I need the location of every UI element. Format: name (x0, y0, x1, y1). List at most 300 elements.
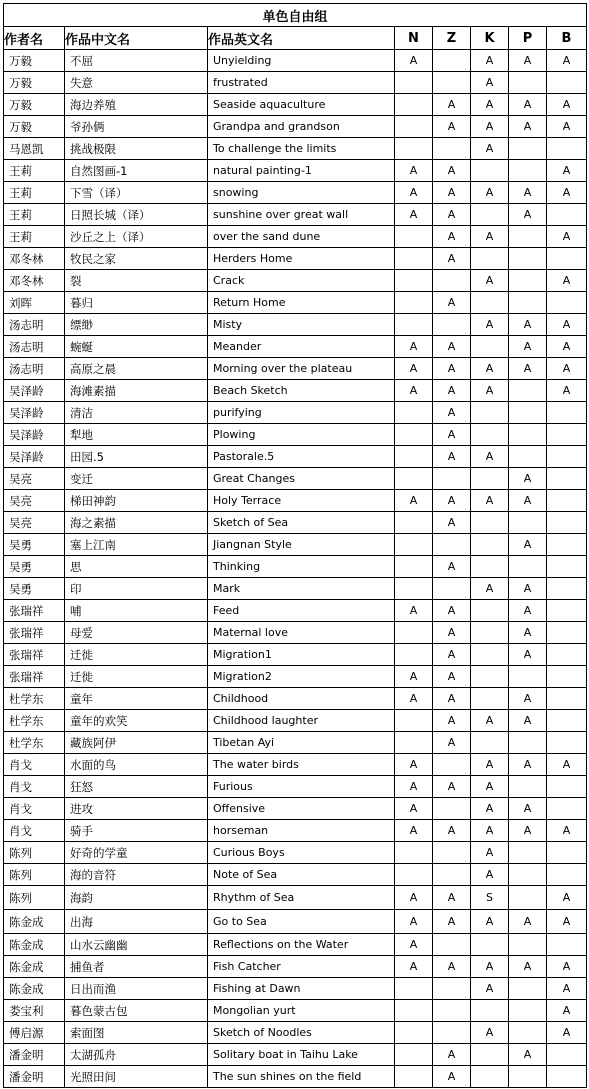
cell-n (395, 138, 433, 160)
cell-z: A (433, 512, 471, 534)
cell-author: 杜学东 (4, 710, 65, 732)
cell-n (395, 248, 433, 270)
cell-title-cn: 犁地 (65, 424, 208, 446)
cell-z (433, 578, 471, 600)
cell-k (471, 534, 509, 556)
cell-title-en: Migration2 (208, 666, 395, 688)
cell-b (547, 688, 587, 710)
cell-k: A (471, 978, 509, 1000)
cell-author: 汤志明 (4, 358, 65, 380)
table-row (4, 116, 587, 138)
table-row (4, 600, 587, 622)
cell-z: A (433, 446, 471, 468)
cell-author: 娄宝利 (4, 1000, 65, 1022)
cell-b: A (547, 1022, 587, 1044)
table-row (4, 292, 587, 314)
cell-k: A (471, 314, 509, 336)
cell-z: A (433, 556, 471, 578)
cell-n: A (395, 358, 433, 380)
cell-z: A (433, 204, 471, 226)
cell-title-cn: 母爱 (65, 622, 208, 644)
cell-title-cn: 蜿蜒 (65, 336, 208, 358)
cell-n (395, 72, 433, 94)
cell-b: A (547, 754, 587, 776)
table-row (4, 72, 587, 94)
cell-title-en: Curious Boys (208, 842, 395, 864)
cell-n: A (395, 490, 433, 512)
cell-n (395, 534, 433, 556)
cell-title-en: Meander (208, 336, 395, 358)
cell-n (395, 556, 433, 578)
cell-author: 吴泽龄 (4, 402, 65, 424)
cell-p (509, 1066, 547, 1088)
cell-b (547, 798, 587, 820)
cell-author: 肖戈 (4, 798, 65, 820)
table-row (4, 666, 587, 688)
cell-title-cn: 清洁 (65, 402, 208, 424)
cell-author: 杜学东 (4, 732, 65, 754)
cell-p: A (509, 600, 547, 622)
cell-k: A (471, 1022, 509, 1044)
cell-n (395, 468, 433, 490)
cell-k (471, 1000, 509, 1022)
header-title-cn: 作品中文名 (65, 27, 208, 50)
cell-title-en: Crack (208, 270, 395, 292)
cell-b (547, 842, 587, 864)
cell-title-en: Mongolian yurt (208, 1000, 395, 1022)
cell-title-en: Solitary boat in Taihu Lake (208, 1044, 395, 1066)
table-row (4, 1044, 587, 1066)
cell-k: A (471, 380, 509, 402)
cell-title-cn: 失意 (65, 72, 208, 94)
table-row (4, 358, 587, 380)
table-row (4, 380, 587, 402)
cell-title-en: natural painting-1 (208, 160, 395, 182)
cell-title-cn: 童年的欢笑 (65, 710, 208, 732)
table-row (4, 934, 587, 956)
cell-author: 王莉 (4, 226, 65, 248)
cell-b: A (547, 380, 587, 402)
cell-p (509, 402, 547, 424)
cell-z: A (433, 424, 471, 446)
cell-k (471, 1044, 509, 1066)
cell-n: A (395, 600, 433, 622)
cell-title-cn: 日照长城（译） (65, 204, 208, 226)
cell-author: 邓冬林 (4, 248, 65, 270)
cell-k: A (471, 910, 509, 934)
header-b: B (547, 27, 587, 50)
cell-title-en: Seaside aquaculture (208, 94, 395, 116)
cell-author: 万毅 (4, 116, 65, 138)
cell-title-cn: 印 (65, 578, 208, 600)
cell-n: A (395, 820, 433, 842)
cell-p (509, 864, 547, 886)
cell-p (509, 380, 547, 402)
cell-n (395, 622, 433, 644)
cell-z (433, 842, 471, 864)
cell-title-cn: 高原之晨 (65, 358, 208, 380)
cell-title-en: frustrated (208, 72, 395, 94)
cell-k (471, 160, 509, 182)
cell-k (471, 512, 509, 534)
table-row (4, 1066, 587, 1088)
cell-p (509, 666, 547, 688)
table-row (4, 226, 587, 248)
cell-author: 万毅 (4, 94, 65, 116)
cell-title-cn: 牧民之家 (65, 248, 208, 270)
cell-author: 潘金明 (4, 1044, 65, 1066)
cell-b: A (547, 94, 587, 116)
cell-b (547, 644, 587, 666)
cell-author: 吴勇 (4, 556, 65, 578)
header-p: P (509, 27, 547, 50)
cell-p: A (509, 490, 547, 512)
cell-n (395, 314, 433, 336)
table-row (4, 776, 587, 798)
cell-title-cn: 进攻 (65, 798, 208, 820)
cell-k (471, 934, 509, 956)
cell-k: A (471, 578, 509, 600)
cell-title-en: Childhood laughter (208, 710, 395, 732)
cell-author: 王莉 (4, 182, 65, 204)
cell-k: A (471, 956, 509, 978)
cell-p: A (509, 182, 547, 204)
cell-z: A (433, 402, 471, 424)
cell-title-en: Rhythm of Sea (208, 886, 395, 910)
cell-p: A (509, 50, 547, 72)
cell-title-cn: 出海 (65, 910, 208, 934)
cell-author: 肖戈 (4, 754, 65, 776)
cell-author: 张瑞祥 (4, 600, 65, 622)
cell-n: A (395, 666, 433, 688)
cell-title-cn: 不屈 (65, 50, 208, 72)
cell-n (395, 1044, 433, 1066)
cell-p: A (509, 688, 547, 710)
cell-title-cn: 捕鱼者 (65, 956, 208, 978)
table-row (4, 556, 587, 578)
cell-author: 邓冬林 (4, 270, 65, 292)
cell-k: A (471, 116, 509, 138)
cell-title-en: The water birds (208, 754, 395, 776)
cell-n: A (395, 688, 433, 710)
cell-p (509, 424, 547, 446)
table-row (4, 160, 587, 182)
cell-p: A (509, 116, 547, 138)
table-row (4, 512, 587, 534)
cell-title-en: The sun shines on the field (208, 1066, 395, 1088)
cell-z: A (433, 732, 471, 754)
cell-title-cn: 变迁 (65, 468, 208, 490)
cell-title-en: Feed (208, 600, 395, 622)
cell-z (433, 72, 471, 94)
cell-n (395, 270, 433, 292)
cell-n: A (395, 380, 433, 402)
cell-author: 吴亮 (4, 468, 65, 490)
cell-b: A (547, 978, 587, 1000)
cell-p (509, 512, 547, 534)
cell-title-cn: 海韵 (65, 886, 208, 910)
table-row (4, 978, 587, 1000)
cell-k: A (471, 50, 509, 72)
table-row (4, 336, 587, 358)
cell-title-en: Tibetan Ayi (208, 732, 395, 754)
cell-title-en: Misty (208, 314, 395, 336)
cell-k (471, 424, 509, 446)
cell-title-en: Note of Sea (208, 864, 395, 886)
cell-title-en: Holy Terrace (208, 490, 395, 512)
cell-z: A (433, 666, 471, 688)
cell-p (509, 248, 547, 270)
cell-title-cn: 海的音符 (65, 864, 208, 886)
cell-b (547, 138, 587, 160)
cell-title-cn: 下雪（译） (65, 182, 208, 204)
table-row (4, 578, 587, 600)
cell-n (395, 644, 433, 666)
cell-title-en: Fish Catcher (208, 956, 395, 978)
cell-z: A (433, 336, 471, 358)
cell-k: S (471, 886, 509, 910)
cell-title-cn: 海滩素描 (65, 380, 208, 402)
cell-author: 杜学东 (4, 688, 65, 710)
cell-n (395, 424, 433, 446)
table-row (4, 1000, 587, 1022)
cell-z: A (433, 910, 471, 934)
cell-z: A (433, 710, 471, 732)
cell-z: A (433, 94, 471, 116)
table-body (4, 50, 587, 1088)
cell-z: A (433, 358, 471, 380)
cell-author: 陈金成 (4, 978, 65, 1000)
cell-title-en: Reflections on the Water (208, 934, 395, 956)
table-row (4, 910, 587, 934)
cell-p: A (509, 94, 547, 116)
cell-k: A (471, 776, 509, 798)
table-row (4, 182, 587, 204)
cell-b (547, 622, 587, 644)
cell-author: 汤志明 (4, 336, 65, 358)
cell-p (509, 842, 547, 864)
cell-title-en: Beach Sketch (208, 380, 395, 402)
cell-k: A (471, 446, 509, 468)
cell-z (433, 314, 471, 336)
cell-title-cn: 挑战极限 (65, 138, 208, 160)
cell-b: A (547, 314, 587, 336)
cell-b (547, 204, 587, 226)
table-row (4, 886, 587, 910)
cell-k (471, 468, 509, 490)
cell-z: A (433, 490, 471, 512)
cell-n: A (395, 182, 433, 204)
cell-title-en: Great Changes (208, 468, 395, 490)
cell-b (547, 72, 587, 94)
header-title-en: 作品英文名 (208, 27, 395, 50)
cell-z: A (433, 644, 471, 666)
cell-n (395, 446, 433, 468)
table-row (4, 270, 587, 292)
cell-n (395, 710, 433, 732)
cell-title-en: Jiangnan Style (208, 534, 395, 556)
cell-title-en: Thinking (208, 556, 395, 578)
table-row (4, 534, 587, 556)
cell-author: 刘晖 (4, 292, 65, 314)
cell-n (395, 226, 433, 248)
cell-n (395, 512, 433, 534)
table-row (4, 204, 587, 226)
cell-p (509, 138, 547, 160)
table-row (4, 248, 587, 270)
cell-title-en: Pastorale.5 (208, 446, 395, 468)
cell-title-cn: 迁徙 (65, 644, 208, 666)
cell-title-en: Maternal love (208, 622, 395, 644)
cell-n: A (395, 336, 433, 358)
cell-title-en: Unyielding (208, 50, 395, 72)
cell-n (395, 978, 433, 1000)
table-row (4, 314, 587, 336)
cell-title-en: purifying (208, 402, 395, 424)
cell-title-cn: 太湖孤舟 (65, 1044, 208, 1066)
cell-title-en: Offensive (208, 798, 395, 820)
cell-b: A (547, 910, 587, 934)
cell-b: A (547, 886, 587, 910)
cell-title-cn: 水面的鸟 (65, 754, 208, 776)
table-row (4, 732, 587, 754)
cell-author: 陈列 (4, 842, 65, 864)
cell-title-cn: 暮归 (65, 292, 208, 314)
cell-b (547, 1066, 587, 1088)
cell-title-en: Herders Home (208, 248, 395, 270)
table-row (4, 490, 587, 512)
cell-k: A (471, 798, 509, 820)
cell-k (471, 622, 509, 644)
cell-b (547, 402, 587, 424)
cell-title-cn: 日出而渔 (65, 978, 208, 1000)
cell-title-en: horseman (208, 820, 395, 842)
cell-title-cn: 梯田神韵 (65, 490, 208, 512)
cell-b: A (547, 1000, 587, 1022)
table-row (4, 468, 587, 490)
cell-z: A (433, 182, 471, 204)
cell-b (547, 600, 587, 622)
cell-title-cn: 索面图 (65, 1022, 208, 1044)
cell-author: 张瑞祥 (4, 622, 65, 644)
cell-title-en: Morning over the plateau (208, 358, 395, 380)
table-title: 单色自由组 (4, 4, 587, 27)
cell-b: A (547, 820, 587, 842)
cell-title-en: Grandpa and grandson (208, 116, 395, 138)
cell-p: A (509, 534, 547, 556)
cell-z: A (433, 600, 471, 622)
cell-title-en: To challenge the limits (208, 138, 395, 160)
cell-k: A (471, 490, 509, 512)
cell-author: 吴亮 (4, 490, 65, 512)
cell-k (471, 336, 509, 358)
cell-z (433, 270, 471, 292)
cell-p: A (509, 710, 547, 732)
cell-b (547, 248, 587, 270)
cell-k: A (471, 182, 509, 204)
cell-k (471, 688, 509, 710)
cell-title-cn: 海之素描 (65, 512, 208, 534)
cell-b: A (547, 160, 587, 182)
cell-b (547, 424, 587, 446)
header-k: K (471, 27, 509, 50)
cell-author: 汤志明 (4, 314, 65, 336)
cell-n (395, 1000, 433, 1022)
cell-k (471, 204, 509, 226)
cell-p (509, 226, 547, 248)
cell-k (471, 600, 509, 622)
cell-p (509, 934, 547, 956)
cell-author: 吴泽龄 (4, 446, 65, 468)
cell-n (395, 864, 433, 886)
cell-p: A (509, 578, 547, 600)
cell-k: A (471, 94, 509, 116)
cell-title-cn: 好奇的学童 (65, 842, 208, 864)
cell-z: A (433, 1044, 471, 1066)
cell-b: A (547, 270, 587, 292)
cell-k: A (471, 754, 509, 776)
table-row (4, 1022, 587, 1044)
cell-title-cn: 骑手 (65, 820, 208, 842)
cell-z: A (433, 820, 471, 842)
cell-b (547, 292, 587, 314)
cell-k: A (471, 270, 509, 292)
cell-k (471, 556, 509, 578)
cell-author: 肖戈 (4, 820, 65, 842)
cell-author: 吴勇 (4, 578, 65, 600)
cell-z (433, 934, 471, 956)
cell-n (395, 578, 433, 600)
cell-title-en: Fishing at Dawn (208, 978, 395, 1000)
cell-p: A (509, 798, 547, 820)
cell-author: 吴泽龄 (4, 424, 65, 446)
cell-title-en: Sketch of Sea (208, 512, 395, 534)
cell-title-cn: 思 (65, 556, 208, 578)
table-row (4, 710, 587, 732)
cell-n: A (395, 204, 433, 226)
cell-b (547, 490, 587, 512)
cell-author: 吴勇 (4, 534, 65, 556)
header-row (4, 27, 587, 50)
cell-z (433, 1022, 471, 1044)
cell-b (547, 446, 587, 468)
cell-n (395, 732, 433, 754)
cell-z: A (433, 956, 471, 978)
table-row (4, 94, 587, 116)
cell-b: A (547, 336, 587, 358)
cell-b (547, 1044, 587, 1066)
cell-b (547, 468, 587, 490)
cell-p: A (509, 468, 547, 490)
cell-b: A (547, 50, 587, 72)
cell-b: A (547, 182, 587, 204)
cell-author: 王莉 (4, 160, 65, 182)
cell-b (547, 934, 587, 956)
cell-title-cn: 迁徙 (65, 666, 208, 688)
cell-p: A (509, 314, 547, 336)
cell-k (471, 402, 509, 424)
cell-p (509, 446, 547, 468)
cell-title-cn: 缥缈 (65, 314, 208, 336)
cell-n (395, 1066, 433, 1088)
cell-title-en: over the sand dune (208, 226, 395, 248)
cell-z (433, 978, 471, 1000)
cell-z: A (433, 292, 471, 314)
cell-k (471, 1066, 509, 1088)
cell-title-cn: 裂 (65, 270, 208, 292)
cell-p (509, 292, 547, 314)
table-row (4, 50, 587, 72)
